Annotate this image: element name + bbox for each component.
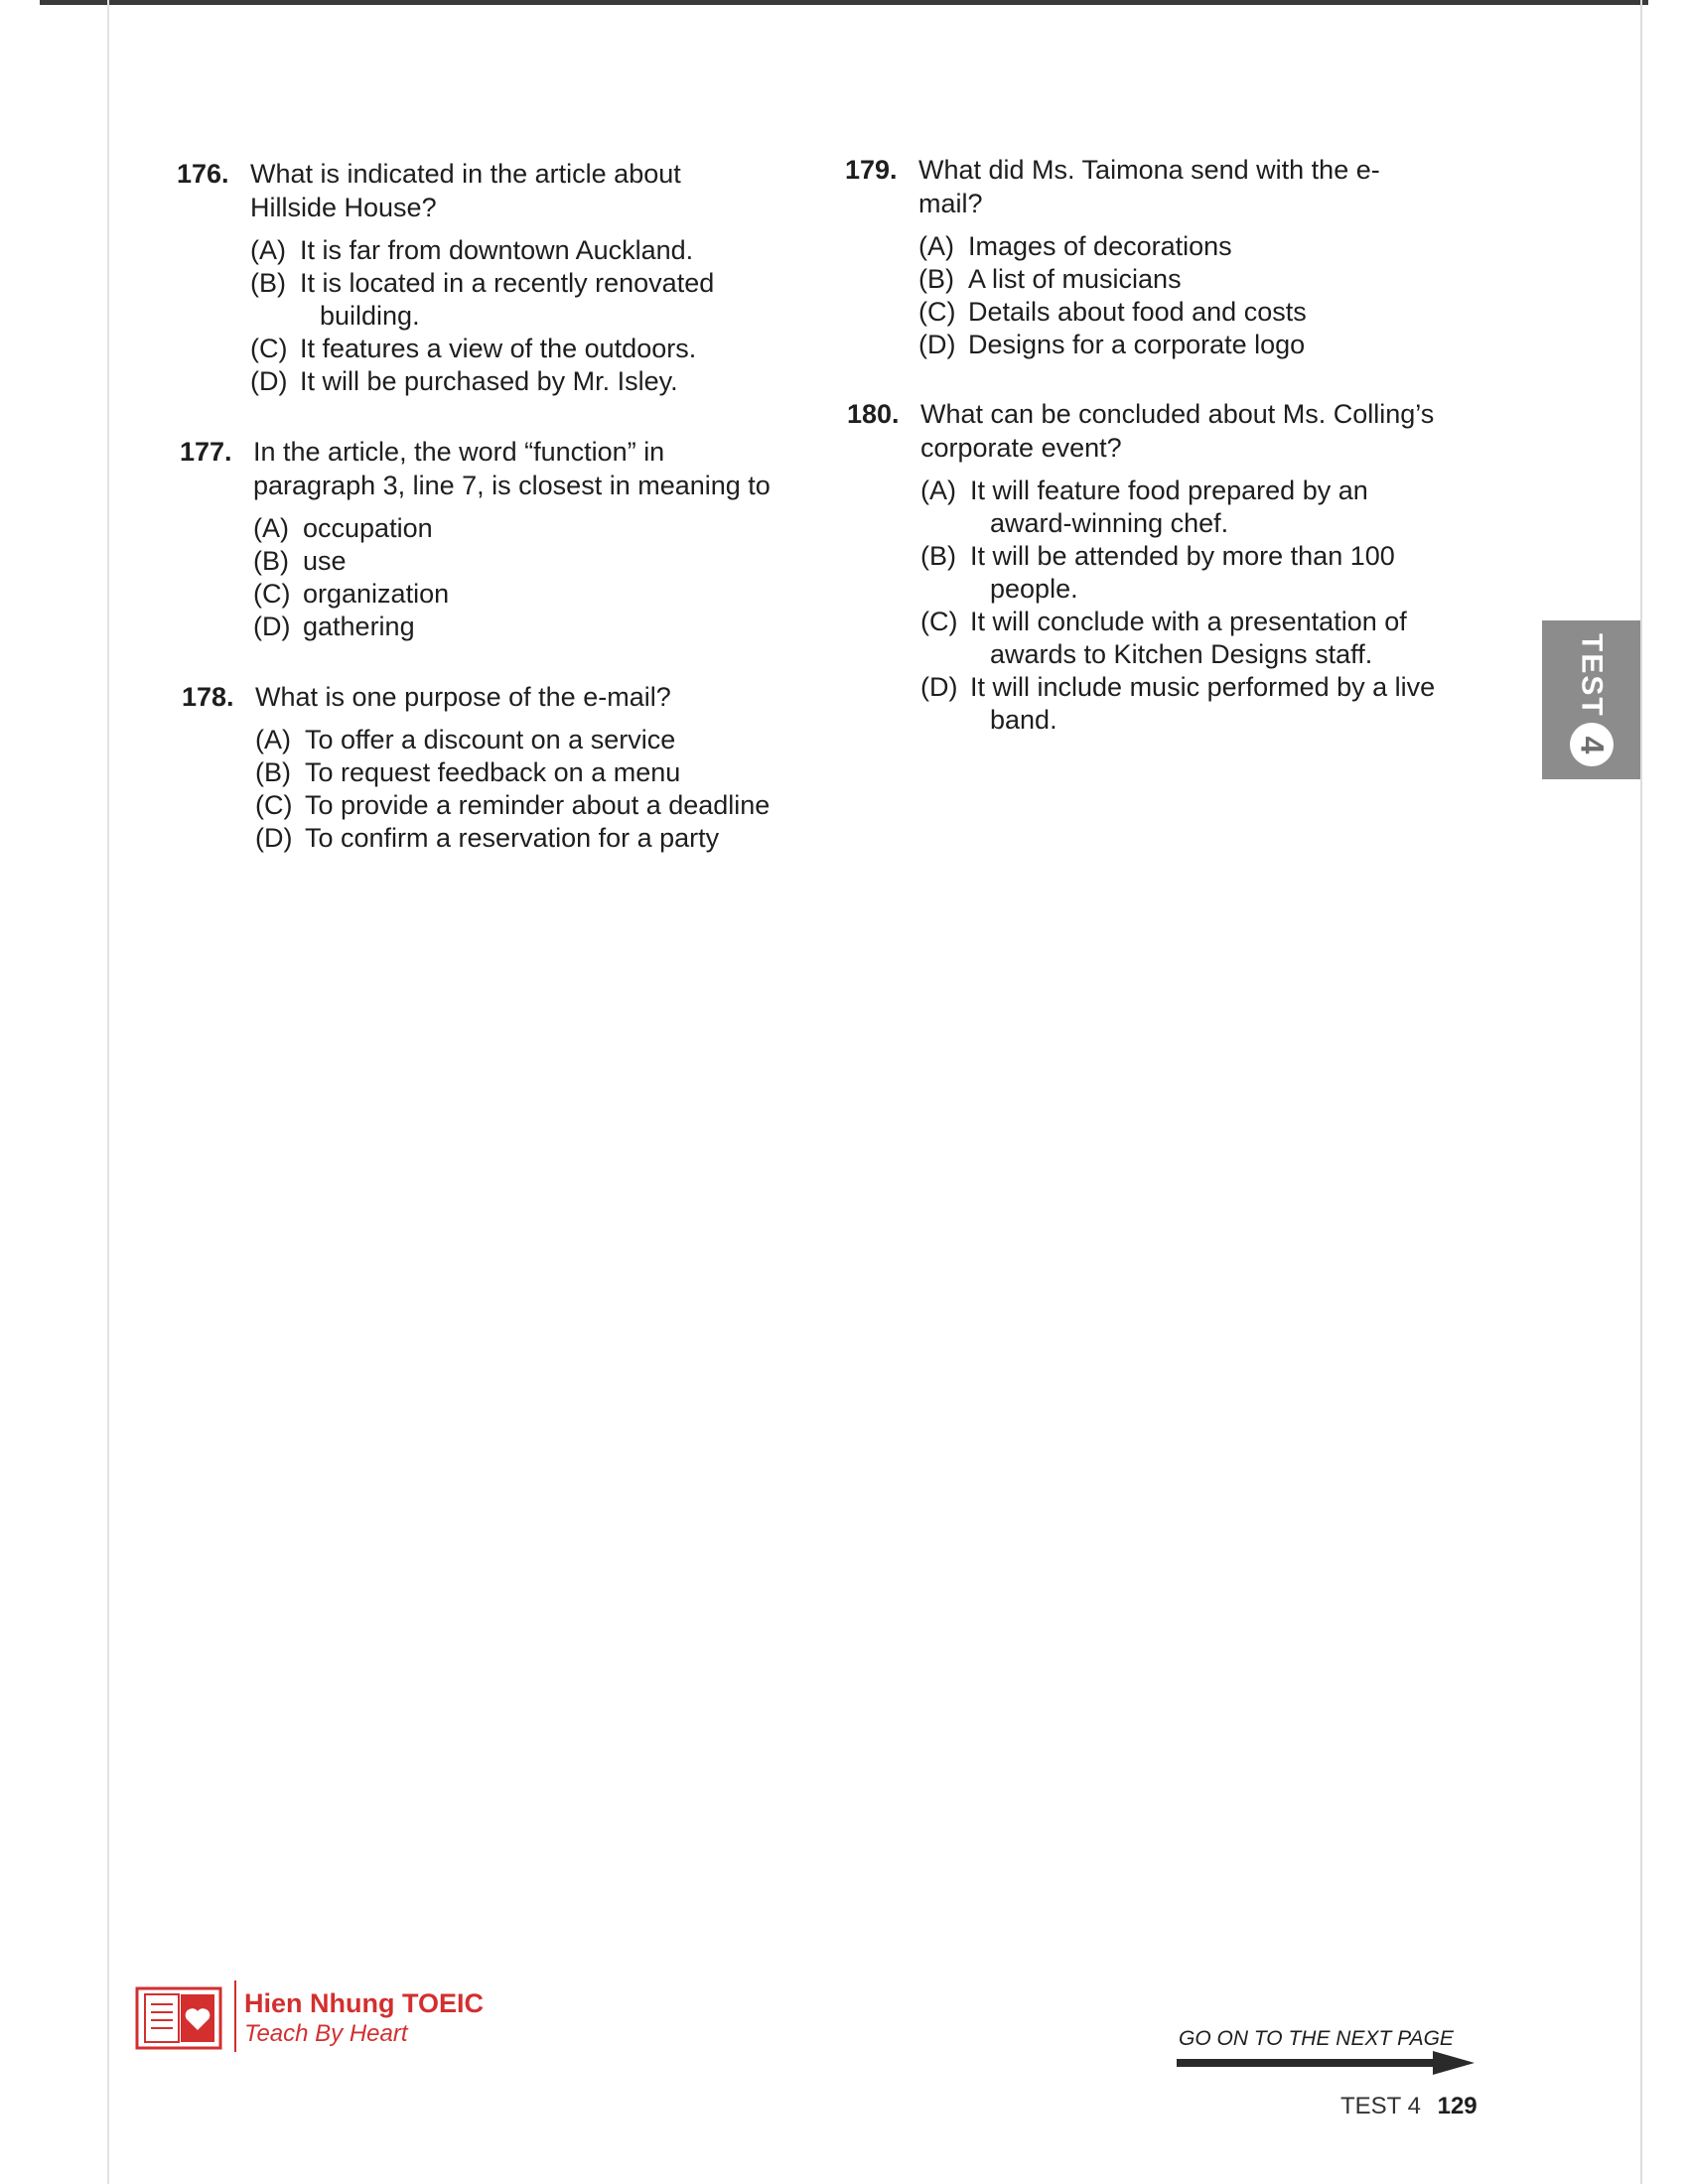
option-text: Details about food and costs (968, 297, 1307, 327)
option-letter: (D) (920, 672, 958, 702)
question-stem: In the article, the word “function” in paragraph 3, line 7, is closest in meaning to (253, 437, 771, 500)
scan-edge-left (107, 0, 109, 2184)
option-letter: (D) (255, 823, 293, 853)
option-text: organization (303, 579, 450, 609)
question-number: 179. (845, 155, 898, 185)
arrow-right-icon (1177, 2051, 1475, 2075)
question-178 (182, 680, 777, 855)
answer-option-b[interactable] (253, 545, 775, 578)
option-letter: (D) (250, 366, 288, 396)
question-number: 178. (182, 682, 234, 712)
answer-option-d[interactable] (255, 822, 777, 855)
answer-option-b[interactable] (250, 267, 773, 333)
option-letter: (B) (918, 264, 954, 294)
option-text: To confirm a reservation for a party (305, 823, 720, 853)
option-letter: (A) (253, 513, 289, 543)
answer-option-b[interactable] (918, 263, 1441, 296)
option-text: To provide a reminder about a deadline (305, 790, 771, 820)
answer-options (255, 724, 777, 855)
option-text: A list of musicians (968, 264, 1182, 294)
page-number: 129 (1437, 2093, 1477, 2119)
answer-option-c[interactable] (250, 333, 773, 365)
option-text: It features a view of the outdoors. (300, 334, 697, 363)
logo-tagline: Teach By Heart (244, 2020, 408, 2047)
option-letter: (C) (920, 607, 958, 636)
scan-edge-right (1640, 0, 1642, 2184)
answer-option-d[interactable] (920, 671, 1443, 737)
question-stem: What can be concluded about Ms. Colling’s corporate event? (920, 399, 1435, 463)
answer-option-a[interactable] (250, 234, 773, 267)
answer-option-d[interactable] (918, 329, 1441, 361)
option-letter: (A) (250, 235, 286, 265)
next-page-label: GO ON TO THE NEXT PAGE (1179, 2027, 1454, 2050)
option-letter: (B) (250, 268, 286, 298)
footer-test-label: TEST 4 (1340, 2093, 1421, 2119)
question-number: 176. (177, 159, 229, 189)
option-letter: (B) (920, 541, 956, 571)
answer-option-a[interactable] (253, 512, 775, 545)
option-text: gathering (303, 612, 415, 641)
logo-divider (234, 1980, 236, 2052)
option-letter: (C) (918, 297, 956, 327)
question-number: 180. (847, 399, 900, 429)
answer-option-d[interactable] (250, 365, 773, 398)
option-text: It will be purchased by Mr. Isley. (300, 366, 678, 396)
answer-options (253, 512, 775, 643)
scan-edge-top (40, 0, 1648, 5)
answer-options (918, 230, 1441, 361)
answer-options (920, 475, 1443, 737)
option-letter: (B) (255, 757, 291, 787)
question-180 (847, 397, 1443, 737)
tab-number-badge (1570, 723, 1614, 766)
option-text: It will conclude with a presentation of awards to Kitchen Designs staff. (970, 607, 1407, 669)
next-page-indicator (1177, 2023, 1475, 2073)
question-stem: What is indicated in the article about Hillside House? (250, 159, 681, 222)
answer-option-b[interactable] (255, 756, 777, 789)
option-text: It is located in a recently renovated building. (300, 268, 715, 331)
answer-options (250, 234, 773, 398)
option-text: use (303, 546, 347, 576)
question-number: 177. (180, 437, 232, 467)
option-letter: (A) (920, 476, 956, 505)
book-heart-icon (135, 1982, 224, 2052)
answer-option-c[interactable] (920, 606, 1443, 671)
option-text: It will be attended by more than 100 people. (970, 541, 1395, 604)
option-letter: (C) (253, 579, 291, 609)
option-letter: (A) (255, 725, 291, 754)
answer-option-c[interactable] (918, 296, 1441, 329)
answer-option-a[interactable] (255, 724, 777, 756)
option-letter: (D) (918, 330, 956, 359)
option-text: To offer a discount on a service (305, 725, 676, 754)
answer-option-d[interactable] (253, 611, 775, 643)
option-text: To request feedback on a menu (305, 757, 681, 787)
tab-number: 4 (1573, 736, 1610, 754)
option-letter: (B) (253, 546, 289, 576)
option-letter: (A) (918, 231, 954, 261)
option-text: It will include music performed by a live band. (970, 672, 1436, 735)
test-section-tab (1542, 620, 1640, 779)
answer-option-b[interactable] (920, 540, 1443, 606)
option-text: It is far from downtown Auckland. (300, 235, 694, 265)
logo-name: Hien Nhung TOEIC (244, 1988, 484, 2018)
option-text: occupation (303, 513, 433, 543)
option-letter: (D) (253, 612, 291, 641)
question-stem: What is one purpose of the e-mail? (255, 682, 671, 712)
option-letter: (C) (250, 334, 288, 363)
tab-label: TEST (1575, 632, 1609, 718)
brand-logo (135, 1979, 552, 2053)
option-text: Images of decorations (968, 231, 1232, 261)
answer-option-c[interactable] (255, 789, 777, 822)
option-text: Designs for a corporate logo (968, 330, 1306, 359)
answer-option-c[interactable] (253, 578, 775, 611)
question-177 (180, 435, 775, 643)
question-stem: What did Ms. Taimona send with the e-mail? (918, 155, 1380, 218)
answer-option-a[interactable] (918, 230, 1441, 263)
question-179 (845, 153, 1441, 361)
option-text: It will feature food prepared by an award-winning chef. (970, 476, 1368, 538)
option-letter: (C) (255, 790, 293, 820)
answer-option-a[interactable] (920, 475, 1443, 540)
question-176 (177, 157, 773, 398)
page-footer (1340, 2093, 1477, 2120)
